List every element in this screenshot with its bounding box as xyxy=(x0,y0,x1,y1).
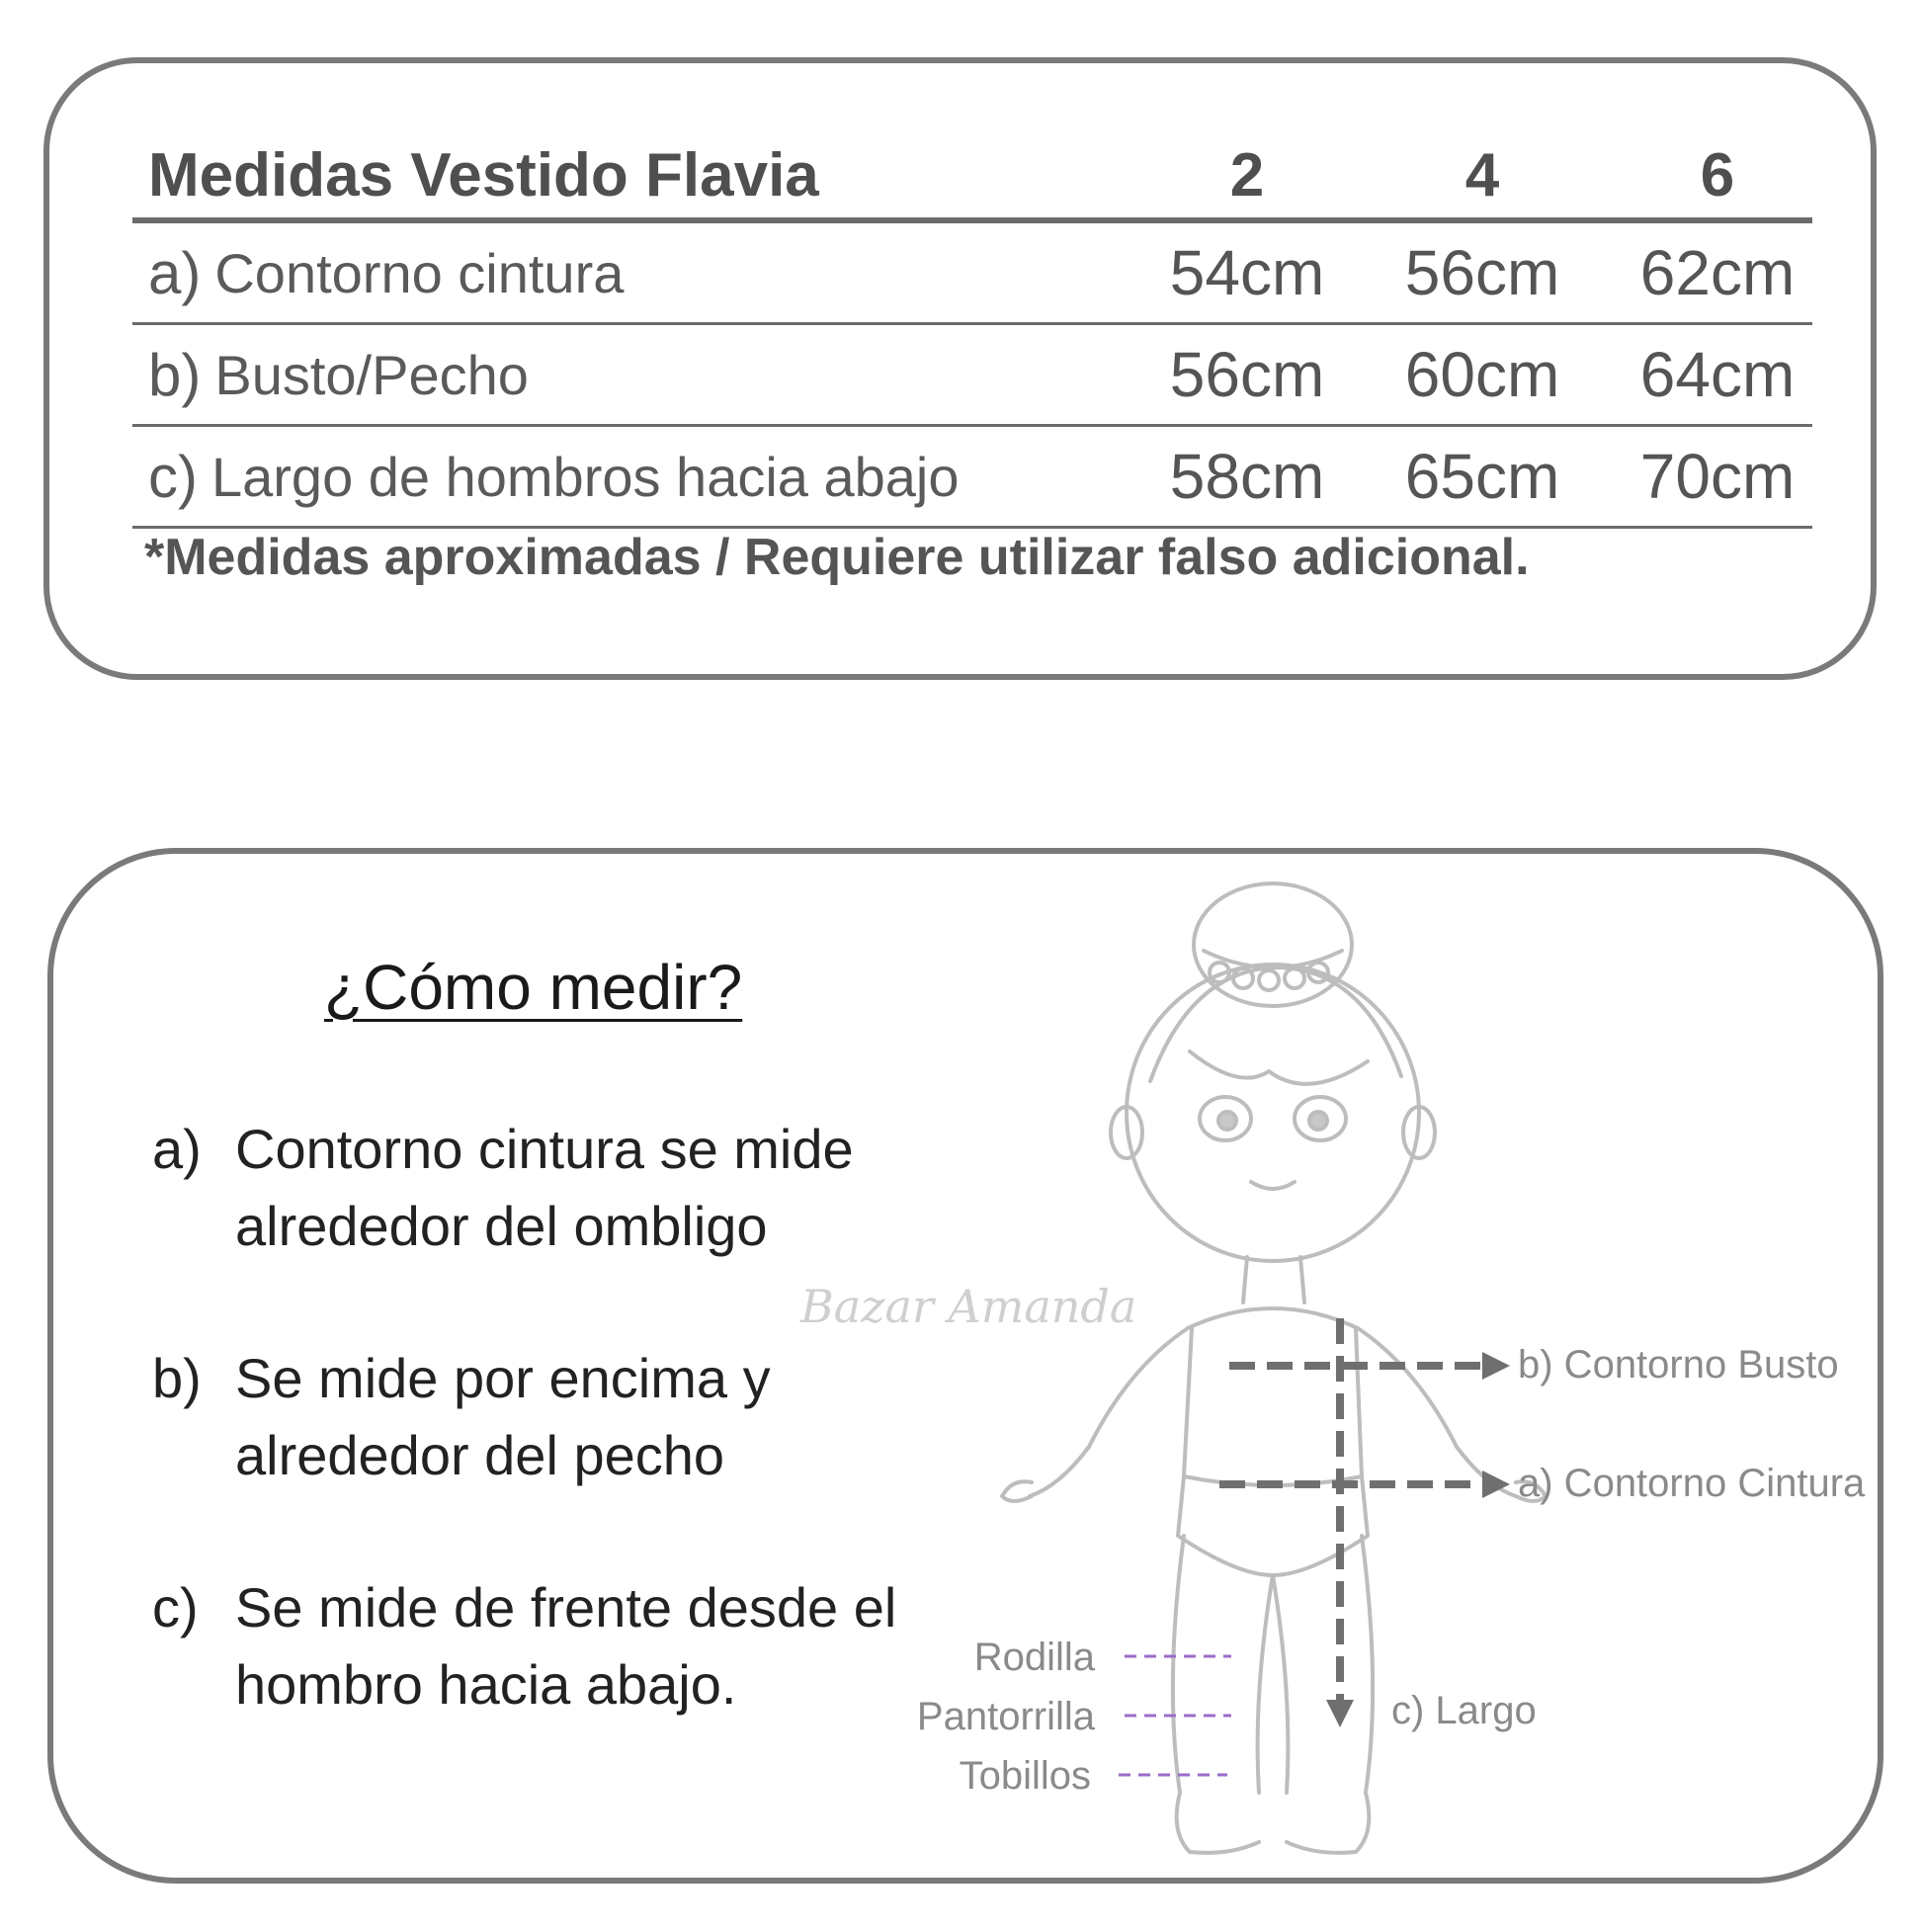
instruction-line: Se mide por encima y xyxy=(235,1347,771,1409)
table-cell: 56cm xyxy=(1404,237,1560,308)
table-cell: 56cm xyxy=(1169,339,1325,410)
instruction-line: alrededor del pecho xyxy=(235,1424,725,1486)
table-cell: 58cm xyxy=(1169,441,1325,512)
size-table xyxy=(132,132,1812,529)
label-busto: b) Contorno Busto xyxy=(1518,1343,1839,1386)
watermark: Bazar Amanda xyxy=(800,1280,1137,1333)
label-cintura: a) Contorno Cintura xyxy=(1518,1462,1866,1505)
row-label: Contorno cintura xyxy=(214,241,625,304)
table-note: *Medidas aproximadas / Requiere utilizar falso adicional. xyxy=(144,529,1530,586)
instruction-item xyxy=(152,1340,903,1494)
table-row xyxy=(132,325,1812,427)
table-cell: 64cm xyxy=(1639,339,1796,410)
size-header: 4 xyxy=(1464,140,1500,210)
instruction-letter: c) xyxy=(152,1576,199,1638)
row-letter: a) xyxy=(148,239,202,306)
instruction-line: hombro hacia abajo. xyxy=(235,1653,737,1716)
table-cell: 65cm xyxy=(1404,441,1560,512)
instruction-line: Se mide de frente desde el xyxy=(235,1576,897,1638)
size-table-card xyxy=(43,57,1877,680)
how-to-measure-title: ¿Cómo medir? xyxy=(324,952,743,1023)
instruction-letter: a) xyxy=(152,1118,202,1180)
instruction-line: alrededor del ombligo xyxy=(235,1195,768,1257)
how-to-measure-card xyxy=(47,848,1883,1884)
label-pantorrilla: Pantorrilla xyxy=(916,1695,1095,1738)
row-label: Busto/Pecho xyxy=(214,343,529,406)
row-label: Largo de hombros hacia abajo xyxy=(210,445,960,508)
arrow-heads xyxy=(1326,1352,1510,1727)
instruction-line: Contorno cintura se mide xyxy=(235,1118,854,1180)
label-largo: c) Largo xyxy=(1391,1689,1537,1732)
table-title: Medidas Vestido Flavia xyxy=(148,140,819,210)
row-letter: b) xyxy=(148,341,202,408)
table-cell: 70cm xyxy=(1639,441,1796,512)
size-header: 6 xyxy=(1700,140,1735,210)
label-rodilla: Rodilla xyxy=(973,1636,1095,1679)
row-letter: c) xyxy=(148,443,198,510)
table-row xyxy=(132,427,1812,529)
table-cell: 60cm xyxy=(1404,339,1560,410)
instruction-item xyxy=(152,1569,903,1723)
measure-lines xyxy=(1219,1318,1484,1704)
instruction-letter: b) xyxy=(152,1347,202,1409)
table-header-row xyxy=(132,132,1812,223)
table-cell: 62cm xyxy=(1639,237,1796,308)
table-row xyxy=(132,223,1812,325)
label-tobillos: Tobillos xyxy=(959,1754,1091,1798)
table-cell: 54cm xyxy=(1169,237,1325,308)
instruction-item xyxy=(152,1111,903,1265)
size-header: 2 xyxy=(1229,140,1265,210)
